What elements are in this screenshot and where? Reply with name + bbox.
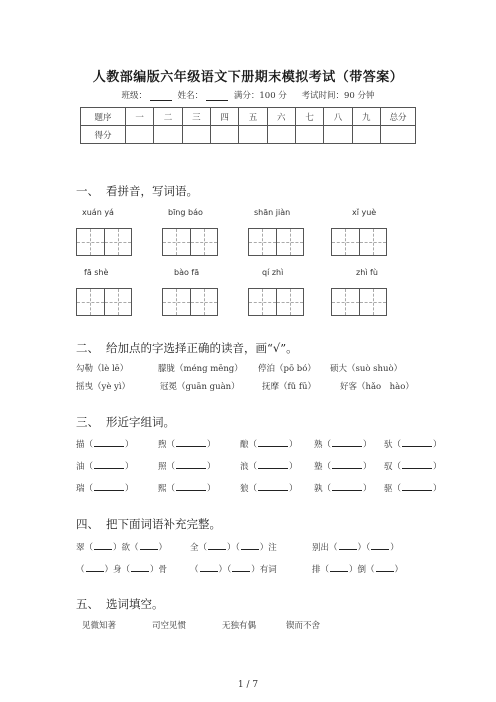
idiom-item: （ ）身（ ）骨 <box>76 565 168 575</box>
header-cell: 三 <box>182 108 210 126</box>
answer-blank[interactable] <box>232 563 250 572</box>
header-cell: 九 <box>352 108 380 126</box>
section-number: 一、 <box>76 184 99 198</box>
reading-options[interactable]: （pō bó） <box>275 364 316 374</box>
header-cell: 二 <box>154 108 182 126</box>
answer-blank[interactable] <box>339 541 357 550</box>
section-number: 四、 <box>76 517 99 531</box>
writing-grid[interactable] <box>248 228 304 256</box>
idiom-item: 排（ ）倒（ ） <box>312 565 404 575</box>
score-cell[interactable] <box>324 126 352 144</box>
score-cell[interactable] <box>295 126 323 144</box>
section-number: 五、 <box>76 597 99 611</box>
char-item: 瑞（ ） <box>76 484 134 494</box>
score-value-row <box>81 126 416 144</box>
answer-blank[interactable] <box>131 563 149 572</box>
answer-blank[interactable] <box>94 541 112 550</box>
answer-blank[interactable] <box>176 460 206 469</box>
word-choice: 见微知著 <box>82 621 117 631</box>
answer-blank[interactable] <box>140 541 158 550</box>
writing-grid[interactable] <box>331 228 387 256</box>
idiom-item: 别出（ ）（ ） <box>312 543 399 553</box>
word-choice: 锲而不舍 <box>286 621 321 631</box>
reading-options[interactable]: （yè yì） <box>93 382 131 392</box>
writing-grid[interactable] <box>76 288 132 316</box>
char-item: 浪（ ） <box>240 462 298 472</box>
reading-item <box>160 380 240 392</box>
char-item: 驭（ ） <box>384 462 442 472</box>
idiom-item: 翠（ ）欲（ ） <box>76 543 168 553</box>
char: 描 <box>76 440 85 450</box>
writing-grid[interactable] <box>162 288 218 316</box>
section-heading <box>76 516 221 532</box>
section-number: 二、 <box>76 341 99 355</box>
reading-item <box>76 362 128 374</box>
word-choice: 司空见惯 <box>152 621 187 631</box>
answer-blank[interactable] <box>332 482 362 491</box>
header-cell: 五 <box>239 108 267 126</box>
char: 照 <box>158 462 167 472</box>
char: 孰 <box>314 484 323 494</box>
char: 煦 <box>158 440 167 450</box>
reading-word: 冠冕 <box>160 382 178 392</box>
answer-blank[interactable] <box>86 563 104 572</box>
reading-item <box>262 380 316 392</box>
reading-word: 好客 <box>340 382 358 392</box>
page-number: 1 / 7 <box>237 680 259 690</box>
pinyin-label: xǐ yuè <box>352 208 377 217</box>
char: 酿 <box>240 440 249 450</box>
name-blank[interactable] <box>206 91 228 101</box>
pinyin-label: qí zhì <box>262 268 284 277</box>
char-item: 照（ ） <box>158 462 216 472</box>
answer-blank[interactable] <box>258 460 288 469</box>
class-blank[interactable] <box>150 91 172 101</box>
header-cell: 七 <box>295 108 323 126</box>
score-row-label: 得分 <box>81 126 126 144</box>
class-label: 班级： <box>121 91 147 101</box>
answer-blank[interactable] <box>94 482 124 491</box>
char-item: 煦（ ） <box>158 440 216 450</box>
writing-grid[interactable] <box>331 288 387 316</box>
answer-blank[interactable] <box>330 563 348 572</box>
reading-item <box>340 380 414 392</box>
char: 浪 <box>240 462 249 472</box>
answer-blank[interactable] <box>371 541 389 550</box>
reading-word: 勾勒 <box>76 364 94 374</box>
char: 油 <box>76 462 85 472</box>
reading-options[interactable]: （lè lē） <box>93 364 129 374</box>
score-cell[interactable] <box>381 126 416 144</box>
answer-blank[interactable] <box>258 482 288 491</box>
char-item: 驮（ ） <box>384 440 442 450</box>
pinyin-label: bīng báo <box>168 208 203 217</box>
header-cell: 四 <box>210 108 238 126</box>
reading-item <box>76 380 130 392</box>
score-cell[interactable] <box>154 126 182 144</box>
answer-blank[interactable] <box>332 438 362 447</box>
section-title: 选词填空。 <box>106 597 164 611</box>
pinyin-label: bào fā <box>174 268 200 277</box>
name-label: 姓名： <box>177 91 204 101</box>
pinyin-label: fā shè <box>84 268 109 277</box>
reading-word: 朦胧 <box>158 364 176 374</box>
section-heading <box>76 414 175 430</box>
section-number: 三、 <box>76 415 99 429</box>
reading-item <box>330 362 402 374</box>
char: 塾 <box>314 462 323 472</box>
reading-options[interactable]: （méng mēng） <box>175 364 243 374</box>
answer-blank[interactable] <box>176 482 206 491</box>
pinyin-label: shān jiàn <box>254 208 291 217</box>
char-item: 熙（ ） <box>158 484 216 494</box>
writing-grid[interactable] <box>248 288 304 316</box>
reading-options[interactable]: （suò shuò） <box>347 364 403 374</box>
answer-blank[interactable] <box>176 438 206 447</box>
char-item: 油（ ） <box>76 462 134 472</box>
answer-blank[interactable] <box>258 438 288 447</box>
char: 驮 <box>384 440 393 450</box>
full-score: 满分：100 分 <box>233 91 287 101</box>
score-table <box>80 107 416 144</box>
answer-blank[interactable] <box>200 563 218 572</box>
pinyin-label: zhì fù <box>356 268 378 277</box>
score-cell[interactable] <box>239 126 267 144</box>
pinyin-label: xuán yá <box>82 208 114 217</box>
char: 瑞 <box>76 484 85 494</box>
reading-options[interactable]: （guān guàn） <box>177 382 240 392</box>
section-title: 给加点的字选择正确的读音，画“√”。 <box>106 341 298 355</box>
answer-blank[interactable] <box>376 563 394 572</box>
reading-word: 抚摩 <box>262 382 280 392</box>
header-cell: 题序 <box>81 108 126 126</box>
char-item: 孰（ ） <box>314 484 372 494</box>
idiom-item: （ ）（ ）有词 <box>190 565 277 575</box>
char: 熙 <box>158 484 167 494</box>
score-cell[interactable] <box>126 126 154 144</box>
exam-info <box>0 89 496 101</box>
reading-options[interactable]: （fǔ fū） <box>279 382 316 392</box>
section-title: 看拼音，写词语。 <box>106 184 198 198</box>
writing-grid[interactable] <box>76 228 132 256</box>
char: 熟 <box>314 440 323 450</box>
char-item: 熟（ ） <box>314 440 372 450</box>
score-cell[interactable] <box>182 126 210 144</box>
header-cell: 六 <box>267 108 295 126</box>
char-item: 酿（ ） <box>240 440 298 450</box>
char: 驱 <box>384 484 393 494</box>
reading-word: 硕大 <box>330 364 348 374</box>
answer-blank[interactable] <box>208 541 226 550</box>
score-header-row <box>81 108 416 126</box>
page-title: 人教部编版六年级语文下册期末模拟考试（带答案） <box>92 70 404 85</box>
section-title: 把下面词语补充完整。 <box>106 517 221 531</box>
section-heading <box>76 596 164 612</box>
header-cell: 总分 <box>381 108 416 126</box>
char-item: 描（ ） <box>76 440 134 450</box>
exam-time: 考试时间：90 分钟 <box>301 91 375 101</box>
section-heading <box>76 183 198 199</box>
char-item: 驱（ ） <box>384 484 442 494</box>
answer-blank[interactable] <box>402 482 432 491</box>
idiom-item: 全（ ）（ ）注 <box>190 543 277 553</box>
reading-item <box>158 362 243 374</box>
char-item: 塾（ ） <box>314 462 372 472</box>
header-cell: 一 <box>126 108 154 126</box>
char: 驭 <box>384 462 393 472</box>
score-cell[interactable] <box>267 126 295 144</box>
word-choice: 无独有偶 <box>222 621 257 631</box>
char-item: 狼（ ） <box>240 484 298 494</box>
reading-item <box>258 362 316 374</box>
score-cell[interactable] <box>210 126 238 144</box>
writing-grid[interactable] <box>162 228 218 256</box>
answer-blank[interactable] <box>332 460 362 469</box>
answer-blank[interactable] <box>94 460 124 469</box>
reading-options[interactable]: （hǎo hào） <box>357 382 414 392</box>
answer-blank[interactable] <box>94 438 124 447</box>
answer-blank[interactable] <box>402 460 432 469</box>
char: 狼 <box>240 484 249 494</box>
section-heading <box>76 340 298 356</box>
score-cell[interactable] <box>352 126 380 144</box>
answer-blank[interactable] <box>402 438 432 447</box>
header-cell: 八 <box>324 108 352 126</box>
answer-blank[interactable] <box>241 541 259 550</box>
section-title: 形近字组词。 <box>106 415 175 429</box>
reading-word: 停泊 <box>258 364 276 374</box>
reading-word: 摇曳 <box>76 382 94 392</box>
